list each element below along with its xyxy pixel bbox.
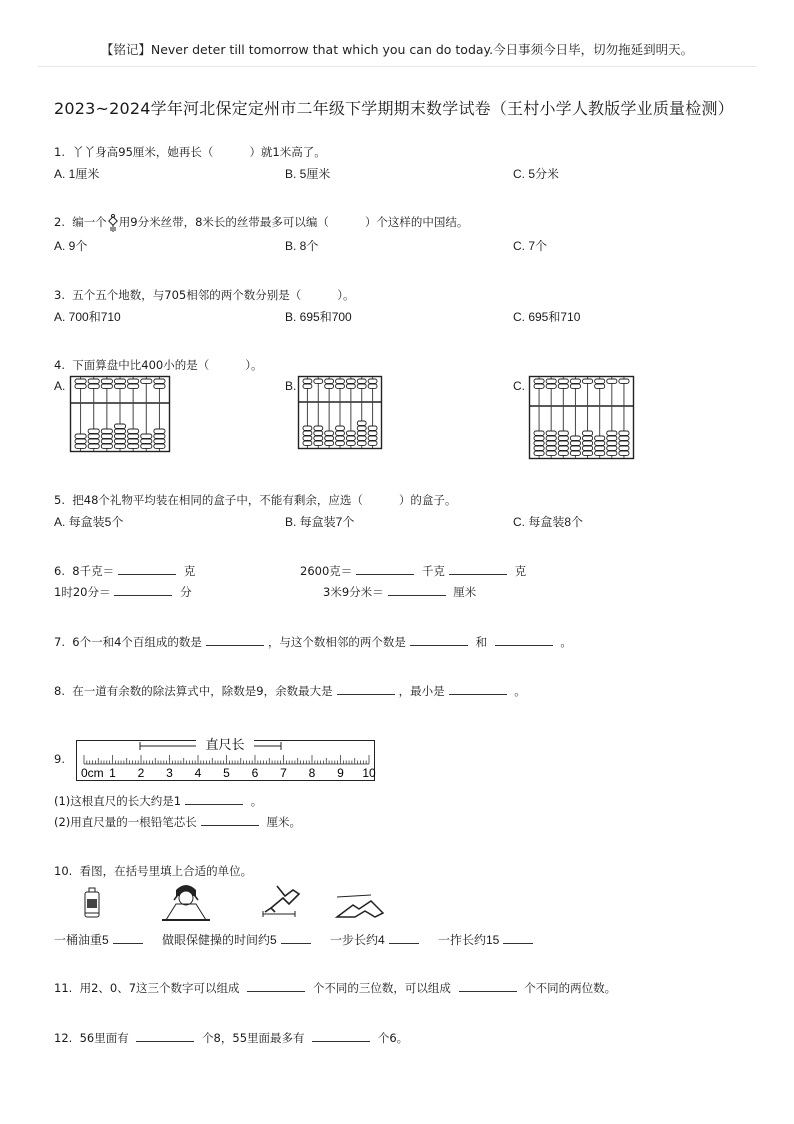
abacus-lower-bead (325, 431, 334, 435)
abacus-lower-bead (88, 434, 99, 438)
abacus-lower-bead (619, 446, 629, 450)
abacus-lower-bead (325, 436, 334, 440)
abacus-lower-bead (357, 436, 366, 440)
abacus-lower-bead (346, 441, 355, 445)
abacus-upper-bead (346, 379, 355, 383)
q10-item-oil: 一桶油重5 (54, 931, 147, 948)
eye-exercise-icon (162, 882, 210, 922)
abacus-lower-bead (534, 441, 544, 445)
question-6-part-1: 6. 8千克＝ 克 (54, 564, 196, 578)
abacus-upper-bead (314, 379, 323, 383)
abacus-upper-bead (325, 379, 334, 383)
abacus-lower-bead (303, 431, 312, 435)
abacus-upper-bead (88, 379, 99, 383)
abacus-lower-bead (128, 444, 139, 448)
abacus-upper-bead (595, 379, 605, 383)
abacus-lower-bead (570, 436, 580, 440)
abacus-upper-bead (154, 379, 165, 383)
abacus-lower-bead (314, 431, 323, 435)
abacus-upper-bead (619, 379, 629, 383)
abacus-lower-bead (570, 446, 580, 450)
abacus-upper-bead (558, 384, 568, 388)
abacus-lower-bead (595, 436, 605, 440)
abacus-lower-bead (114, 429, 125, 433)
abacus-upper-bead (101, 384, 112, 388)
abacus-lower-bead (558, 446, 568, 450)
abacus-upper-bead (114, 384, 125, 388)
answer-blank[interactable] (410, 634, 468, 646)
abacus-upper-bead (570, 384, 580, 388)
abacus-lower-bead (114, 434, 125, 438)
answer-blank[interactable] (389, 932, 419, 944)
abacus-lower-bead (154, 439, 165, 443)
answer-blank[interactable] (114, 584, 172, 596)
abacus-lower-bead (336, 441, 345, 445)
q1-option-a[interactable]: A. 1厘米 (54, 167, 100, 181)
q4-option-b[interactable]: B. (285, 379, 297, 393)
abacus-lower-bead (101, 429, 112, 433)
header-divider (38, 66, 756, 67)
answer-blank[interactable] (206, 634, 264, 646)
abacus-a[interactable] (70, 376, 170, 452)
abacus-upper-bead (303, 379, 312, 383)
ruler-tick-label: 5 (223, 766, 230, 780)
answer-blank[interactable] (356, 563, 414, 575)
abacus-upper-bead (114, 379, 125, 383)
abacus-lower-bead (128, 439, 139, 443)
ruler-tick-label: 8 (308, 766, 316, 780)
abacus-upper-bead (336, 384, 345, 388)
abacus-lower-bead (325, 441, 334, 445)
ruler-tick-label: 9 (337, 766, 344, 780)
abacus-upper-bead (75, 379, 86, 383)
abacus-lower-bead (303, 436, 312, 440)
question-9-sub-1: (1)这根直尺的长大约是1 。 (54, 794, 263, 808)
abacus-lower-bead (128, 434, 139, 438)
motto-header: 【铭记】Never deter till tomorrow that which you can do today.今日事须今日毕，切勿拖延到明天。 (100, 42, 694, 57)
abacus-lower-bead (101, 444, 112, 448)
answer-blank[interactable] (312, 1030, 370, 1042)
question-2: 2. 编一个 用9分米丝带，8米长的丝带最多可以编（ ）个这样的中国结。 (54, 215, 469, 229)
abacus-upper-bead (546, 384, 556, 388)
abacus-lower-bead (88, 429, 99, 433)
abacus-lower-bead (619, 431, 629, 435)
abacus-lower-bead (607, 436, 617, 440)
abacus-upper-bead (357, 384, 366, 388)
abacus-lower-bead (583, 441, 593, 445)
abacus-lower-bead (558, 436, 568, 440)
page-title: 2023~2024学年河北保定定州市二年级下学期期末数学试卷（王村小学人教版学业质量检测） (54, 99, 734, 118)
answer-blank[interactable] (118, 563, 176, 575)
abacus-lower-bead (534, 451, 544, 455)
abacus-upper-bead (607, 379, 617, 383)
answer-blank[interactable] (185, 793, 243, 805)
abacus-lower-bead (368, 436, 377, 440)
question-7: 7. 6个一和4个百组成的数是 ，与这个数相邻的两个数是 和 。 (54, 635, 572, 649)
abacus-lower-bead (141, 444, 152, 448)
abacus-lower-bead (368, 431, 377, 435)
q2-option-c[interactable]: C. 7个 (513, 239, 548, 253)
question-12: 12. 56里面有 个8，55里面最多有 个6。 (54, 1031, 409, 1045)
abacus-lower-bead (154, 429, 165, 433)
answer-blank[interactable] (459, 980, 517, 992)
abacus-upper-bead (583, 379, 593, 383)
abacus-lower-bead (88, 444, 99, 448)
abacus-b[interactable] (298, 376, 382, 449)
abacus-upper-bead (368, 379, 377, 383)
question-4: 4. 下面算盘中比400小的是（ ）。 (54, 358, 263, 372)
question-9-sub-2: (2)用直尺量的一根铅笔芯长 厘米。 (54, 815, 301, 829)
abacus-lower-bead (534, 446, 544, 450)
abacus-lower-bead (101, 439, 112, 443)
abacus-lower-bead (619, 436, 629, 440)
q4-option-c[interactable]: C. (513, 379, 525, 393)
abacus-lower-bead (558, 431, 568, 435)
question-8: 8. 在一道有余数的除法算式中，除数是9，余数最大是 ，最小是 。 (54, 684, 526, 698)
answer-blank[interactable] (449, 683, 507, 695)
abacus-lower-bead (595, 451, 605, 455)
answer-blank[interactable] (449, 563, 507, 575)
abacus-lower-bead (141, 439, 152, 443)
abacus-lower-bead (336, 431, 345, 435)
abacus-upper-bead (336, 379, 345, 383)
abacus-lower-bead (346, 431, 355, 435)
abacus-lower-bead (88, 439, 99, 443)
q10-item-eye-exercise: 做眼保健操的时间约5 (162, 931, 315, 948)
abacus-lower-bead (607, 451, 617, 455)
q3-option-c[interactable]: C. 695和710 (513, 310, 581, 324)
answer-blank[interactable] (388, 584, 446, 596)
abacus-lower-bead (357, 441, 366, 445)
ruler-label: 直尺长 (205, 738, 245, 753)
abacus-lower-bead (336, 436, 345, 440)
abacus-upper-bead (75, 384, 86, 388)
abacus-lower-bead (357, 431, 366, 435)
q2-option-a[interactable]: A. 9个 (54, 239, 88, 253)
abacus-lower-bead (534, 431, 544, 435)
abacus-upper-bead (357, 379, 366, 383)
abacus-upper-bead (570, 379, 580, 383)
abacus-lower-bead (368, 441, 377, 445)
abacus-upper-bead (534, 384, 544, 388)
abacus-lower-bead (619, 441, 629, 445)
answer-blank[interactable] (495, 634, 553, 646)
question-10: 10. 看图，在括号里填上合适的单位。 (54, 864, 253, 878)
answer-blank[interactable] (337, 683, 395, 695)
abacus-lower-bead (607, 446, 617, 450)
question-3: 3. 五个五个地数，与705相邻的两个数分别是（ ）。 (54, 288, 355, 302)
ruler-tick-label: 0cm (81, 766, 104, 780)
abacus-lower-bead (314, 441, 323, 445)
abacus-lower-bead (368, 426, 377, 430)
abacus-upper-bead (546, 379, 556, 383)
q4-option-a[interactable]: A. (54, 379, 66, 393)
abacus-lower-bead (607, 431, 617, 435)
abacus-upper-bead (128, 384, 139, 388)
abacus-lower-bead (583, 446, 593, 450)
question-6-part-4: 3米9分米＝ 厘米 (323, 585, 477, 599)
abacus-lower-bead (570, 441, 580, 445)
abacus-lower-bead (546, 431, 556, 435)
q5-option-b[interactable]: B. 每盒装7个 (285, 515, 355, 529)
answer-blank[interactable] (201, 814, 259, 826)
abacus-lower-bead (114, 424, 125, 428)
q10-item-step: 一步长约4 (330, 931, 423, 948)
question-11: 11. 用2、0、7这三个数字可以组成 个不同的三位数，可以组成 个不同的两位数。 (54, 981, 617, 995)
answer-blank[interactable] (503, 932, 533, 944)
question-6-part-3: 1时20分＝ 分 (54, 585, 192, 599)
question-5: 5. 把48个礼物平均装在相同的盒子中，不能有剩余，应选（ ）的盒子。 (54, 493, 457, 507)
abacus-lower-bead (114, 439, 125, 443)
ruler-tick-label: 1 (109, 766, 116, 780)
abacus-lower-bead (314, 426, 323, 430)
ruler-tick-label: 4 (194, 766, 202, 780)
abacus-lower-bead (303, 426, 312, 430)
abacus-lower-bead (314, 436, 323, 440)
ruler-tick-label: 2 (137, 766, 145, 780)
abacus-lower-bead (357, 426, 366, 430)
question-9-number: 9. (54, 752, 65, 766)
walking-step-icon (259, 882, 303, 920)
answer-blank[interactable] (136, 1030, 194, 1042)
abacus-lower-bead (75, 439, 86, 443)
abacus-lower-bead (141, 434, 152, 438)
q2-option-b[interactable]: B. 8个 (285, 239, 319, 253)
abacus-upper-bead (534, 379, 544, 383)
abacus-lower-bead (619, 451, 629, 455)
ruler-tick-label: 7 (280, 766, 287, 780)
abacus-lower-bead (75, 444, 86, 448)
ruler-tick-label: 3 (166, 766, 173, 780)
abacus-lower-bead (336, 426, 345, 430)
abacus-lower-bead (114, 444, 125, 448)
ruler-tick-label: 6 (251, 766, 259, 780)
abacus-lower-bead (583, 431, 593, 435)
question-6-part-2: 2600克＝ 千克 克 (300, 564, 527, 578)
abacus-lower-bead (546, 446, 556, 450)
q3-option-a[interactable]: A. 700和710 (54, 310, 121, 324)
abacus-lower-bead (303, 441, 312, 445)
abacus-lower-bead (357, 421, 366, 425)
abacus-frame (530, 377, 634, 459)
q5-option-c[interactable]: C. 每盒装8个 (513, 515, 584, 529)
abacus-upper-bead (128, 379, 139, 383)
q5-option-a[interactable]: A. 每盒装5个 (54, 515, 124, 529)
q10-item-span: 一拃长约15 (438, 931, 537, 948)
hand-span-icon (335, 893, 387, 921)
abacus-lower-bead (558, 451, 568, 455)
abacus-upper-bead (558, 379, 568, 383)
abacus-c[interactable] (529, 376, 634, 459)
abacus-upper-bead (368, 384, 377, 388)
answer-blank[interactable] (247, 980, 305, 992)
answer-blank[interactable] (281, 932, 311, 944)
abacus-lower-bead (346, 436, 355, 440)
ruler (76, 734, 376, 782)
abacus-lower-bead (546, 441, 556, 445)
question-1: 1. 丫丫身高95厘米，她再长（ ）就1米高了。 (54, 145, 326, 159)
abacus-lower-bead (546, 451, 556, 455)
abacus-upper-bead (346, 384, 355, 388)
ruler-tick-label: 10 (362, 766, 376, 780)
abacus-lower-bead (558, 441, 568, 445)
abacus-lower-bead (534, 436, 544, 440)
abacus-upper-bead (88, 384, 99, 388)
abacus-lower-bead (101, 434, 112, 438)
abacus-lower-bead (607, 441, 617, 445)
abacus-lower-bead (583, 451, 593, 455)
q1-option-c[interactable]: C. 5分米 (513, 167, 560, 181)
abacus-upper-bead (141, 379, 152, 383)
abacus-lower-bead (75, 434, 86, 438)
oil-bucket-icon (82, 887, 102, 919)
abacus-upper-bead (303, 384, 312, 388)
abacus-upper-bead (101, 379, 112, 383)
abacus-upper-bead (595, 384, 605, 388)
abacus-upper-bead (154, 384, 165, 388)
abacus-lower-bead (154, 434, 165, 438)
answer-blank[interactable] (113, 932, 143, 944)
abacus-lower-bead (128, 429, 139, 433)
abacus-upper-bead (325, 384, 334, 388)
abacus-lower-bead (570, 451, 580, 455)
q1-option-b[interactable]: B. 5厘米 (285, 167, 331, 181)
abacus-lower-bead (595, 441, 605, 445)
abacus-lower-bead (583, 436, 593, 440)
abacus-lower-bead (595, 446, 605, 450)
abacus-lower-bead (546, 436, 556, 440)
q3-option-b[interactable]: B. 695和700 (285, 310, 352, 324)
abacus-lower-bead (154, 444, 165, 448)
chinese-knot-icon (107, 215, 119, 229)
